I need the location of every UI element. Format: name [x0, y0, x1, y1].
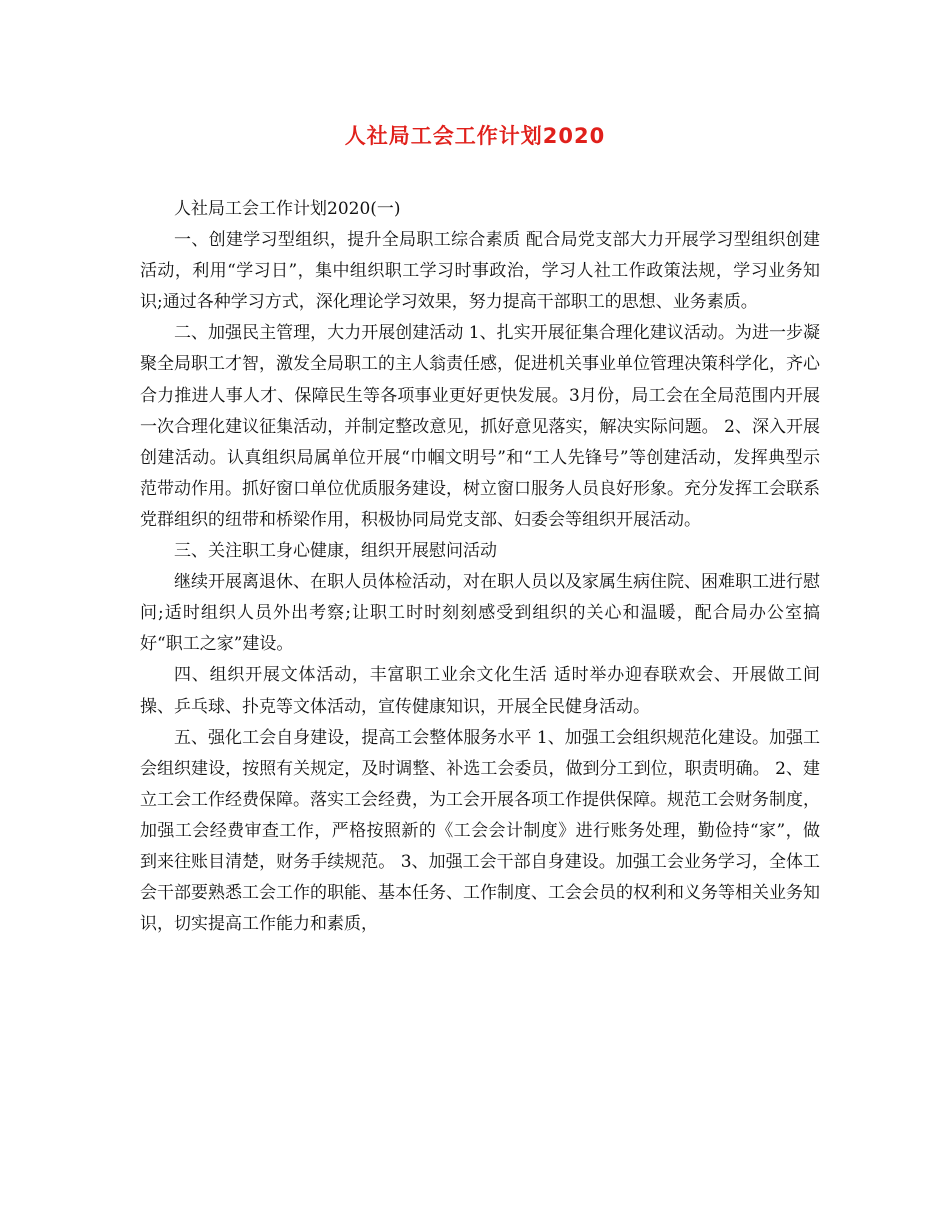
- paragraph-section-2: 二、加强民主管理，大力开展创建活动 1、扎实开展征集合理化建议活动。为进一步凝聚全局职工才智，激发全局职工的主人翁责任感，促进机关事业单位管理决策科学化，齐心合力推进人事人才、保障民生等各项事业更好更快发展。3月份，局工会在全局范围内开展一次合理化建议征集活动，并制定整改意见，抓好意见落实，解决实际问题。 2、深入开展创建活动。认真组织局属单位开展“巾帼文明号”和“工人先锋号”等创建活动，发挥典型示范带动作用。抓好窗口单位优质服务建设，树立窗口服务人员良好形象。充分发挥工会联系党群组织的纽带和桥梁作用，积极协同局党支部、妇委会等组织开展活动。: [140, 323, 820, 530]
- paragraph-subtitle: 人社局工会工作计划2020(一): [174, 199, 401, 219]
- paragraph-section-4: 四、组织开展文体活动，丰富职工业余文化生活 适时举办迎春联欢会、开展做工间操、乒乓球、扑克等文体活动，宣传健康知识，开展全民健身活动。: [140, 665, 820, 717]
- paragraph-section-1: 一、创建学习型组织，提升全局职工综合素质 配合局党支部大力开展学习型组织创建活动，利用“学习日”，集中组织职工学习时事政治，学习人社工作政策法规，学习业务知识;通过各种学习方式，深化理论学习效果，努力提高干部职工的思想、业务素质。: [140, 230, 820, 313]
- document-body: [140, 194, 820, 940]
- paragraph-section-3-body: 继续开展离退休、在职人员体检活动，对在职人员以及家属生病住院、困难职工进行慰问;适时组织人员外出考察;让职工时时刻刻感受到组织的关心和温暖，配合局办公室搞好“职工之家”建设。: [140, 572, 820, 655]
- paragraph-section-5: 五、强化工会自身建设，提高工会整体服务水平 1、加强工会组织规范化建设。加强工会组织建设，按照有关规定，及时调整、补选工会委员，做到分工到位，职责明确。 2、建立工会工作经费保障。落实工会经费，为工会开展各项工作提供保障。规范工会财务制度，加强工会经费审查工作，严格按照新的《工会会计制度》进行账务处理，勤俭持“家”，做到来往账目清楚，财务手续规范。 3、加强工会干部自身建设。加强工会业务学习，全体工会干部要熟悉工会工作的职能、基本任务、工作制度、工会会员的权利和义务等相关业务知识，切实提高工作能力和素质，: [140, 727, 820, 935]
- paragraph-section-3-heading: 三、关注职工身心健康，组织开展慰问活动: [174, 541, 497, 562]
- document-title: 人社局工会工作计划2020: [344, 124, 606, 148]
